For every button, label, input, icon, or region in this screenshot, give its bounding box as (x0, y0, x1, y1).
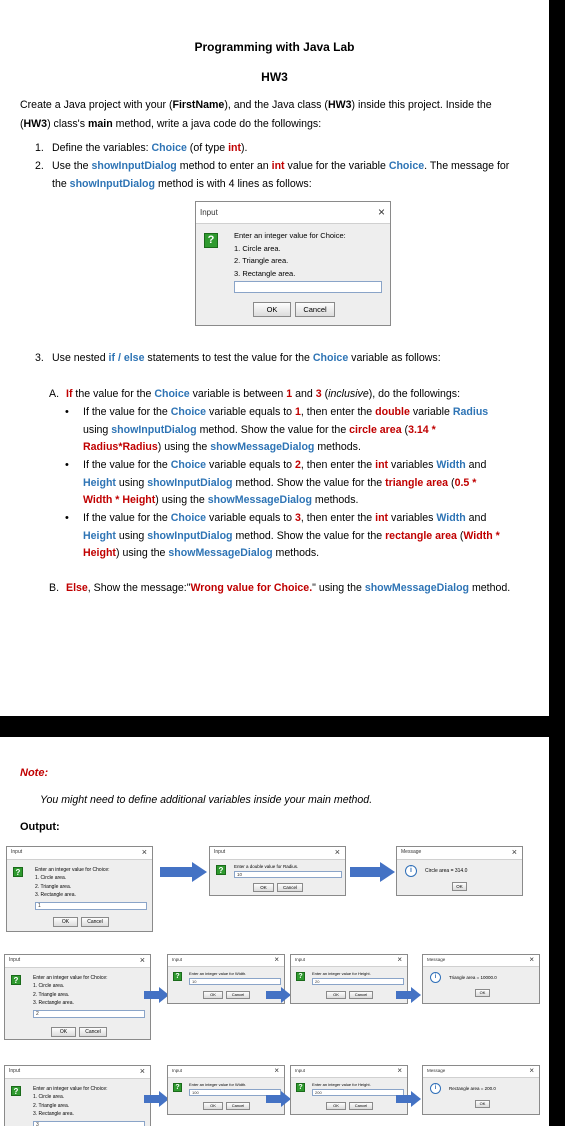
list-item-2: 2. Use the showInputDialog method to enter an int value for the variable Choice. The message for the showInputDialog method is with 4 lines as follows: (35, 160, 510, 190)
document-title: Programming with Java Lab (194, 40, 355, 54)
message-text: Rectangle area = 200.0 (449, 1086, 496, 1091)
question-icon: ? (296, 972, 305, 981)
ok-button[interactable]: OK (203, 1102, 223, 1110)
height-input[interactable]: 20 (312, 978, 404, 985)
output-label: Output: (20, 821, 60, 833)
cancel-button[interactable]: Cancel (349, 1102, 373, 1110)
dialog-message: Enter an integer value for Height. (312, 1082, 371, 1087)
right-arrow-icon (160, 862, 208, 882)
dialog-message: Enter an integer value for Choice: 1. Circle area. 2. Triangle area. 3. Rectangle area. (33, 975, 108, 1006)
dialog-message: Enter an integer value for Width. (189, 971, 247, 976)
info-icon: i (405, 865, 417, 877)
document-subtitle: HW3 (261, 70, 288, 84)
choice-input[interactable] (234, 281, 382, 293)
dialog-message: Enter an integer value for Width. (189, 1082, 247, 1087)
close-icon[interactable]: × (139, 955, 145, 965)
ok-button[interactable]: OK (475, 1100, 490, 1108)
close-icon[interactable]: × (397, 1066, 402, 1075)
message-text: Triangle area = 10000.0 (449, 975, 497, 980)
ok-button[interactable]: OK (53, 917, 78, 927)
width-input[interactable]: 10 (189, 978, 281, 985)
close-icon[interactable]: × (511, 847, 517, 857)
question-icon: ? (216, 865, 226, 875)
intro-paragraph: Create a Java project with your (FirstName), and the Java class (HW3) inside this project. Inside the (HW3) class's main method, write a java code do the followings: (20, 99, 492, 130)
cancel-button[interactable]: Cancel (226, 991, 250, 999)
document-page-2 (0, 737, 549, 1126)
question-icon: ? (173, 1083, 182, 1092)
dialog-message: Enter an integer value for Choice: 1. Circle area. 2. Triangle area. 3. Rectangle area. (35, 867, 110, 898)
width-dialog: Input × ? Enter an integer value for Width. 100 OK Cancel (167, 1065, 285, 1115)
question-icon: ? (11, 1086, 21, 1096)
choice-dialog: Input × ? Enter an integer value for Choice: 1. Circle area. 2. Triangle area. 3. Rectangle area. 3 (4, 1065, 151, 1126)
close-icon[interactable]: × (397, 955, 402, 964)
question-icon: ? (296, 1083, 305, 1092)
choice-input[interactable]: 3 (33, 1121, 145, 1126)
input-dialog (195, 201, 391, 326)
height-input[interactable]: 200 (312, 1089, 404, 1096)
close-icon[interactable]: × (139, 1066, 145, 1076)
ok-button[interactable]: OK (253, 302, 291, 317)
close-icon[interactable]: × (274, 955, 279, 964)
question-icon: ? (13, 867, 23, 877)
note-text: You might need to define additional variables inside your main method. (40, 794, 373, 806)
right-arrow-icon (396, 987, 422, 1003)
cancel-button[interactable]: Cancel (349, 991, 373, 999)
ok-button[interactable]: OK (326, 991, 346, 999)
height-dialog: Input × ? Enter an integer value for Height. 200 OK Cancel (290, 1065, 408, 1115)
message-text: Circle area = 314.0 (425, 868, 468, 874)
ok-button[interactable]: OK (51, 1027, 76, 1037)
cancel-button[interactable]: Cancel (81, 917, 109, 927)
close-icon[interactable]: × (274, 1066, 279, 1075)
right-arrow-icon (396, 1091, 422, 1107)
right-arrow-icon (266, 987, 292, 1003)
width-input[interactable]: 100 (189, 1089, 281, 1096)
close-icon[interactable]: × (529, 955, 534, 964)
cancel-button[interactable]: Cancel (277, 883, 303, 892)
question-icon: ? (204, 233, 218, 248)
bullet-choice-2: • If the value for the Choice variable equals to 2, then enter the int variables Width and Height using showInputDialog method. Show the value for the triangle area (0.5 * Width * Height) using the showMessageDialog methods. (65, 459, 487, 507)
cancel-button[interactable]: Cancel (79, 1027, 107, 1037)
choice-input[interactable]: 2 (33, 1010, 145, 1018)
close-icon[interactable]: × (141, 847, 147, 857)
dialog-message: Enter an integer value for Choice: 1. Circle area. 2. Triangle area. 3. Rectangle area. (33, 1086, 108, 1117)
info-icon: i (430, 1083, 441, 1094)
bullet-choice-3: • If the value for the Choice variable equals to 3, then enter the int variables Width and Height using showInputDialog method. Show the value for the rectangle area (Width * Height) using the showMessageDialog methods. (65, 512, 500, 560)
message-dialog: Message × i Circle area = 314.0 OK (396, 846, 523, 896)
dialog-title-bar (196, 202, 390, 224)
ok-button[interactable]: OK (452, 882, 467, 891)
choice-dialog: Input × ? Enter an integer value for Choice: 1. Circle area. 2. Triangle area. 3. Rectangle area. 1 OK Cancel (6, 846, 153, 932)
message-dialog: Message × i Rectangle area = 200.0 OK (422, 1065, 540, 1115)
ok-button[interactable]: OK (253, 883, 274, 892)
dialog-message: Enter an integer value for Height. (312, 971, 371, 976)
condition-a: A. If the value for the Choice variable is between 1 and 3 (inclusive), do the followings: (49, 388, 461, 400)
radius-input[interactable]: 10 (234, 871, 342, 878)
cancel-button[interactable]: Cancel (226, 1102, 250, 1110)
cancel-button[interactable]: Cancel (295, 302, 335, 317)
choice-input[interactable]: 1 (35, 902, 147, 910)
width-dialog: Input × ? Enter an integer value for Width. 10 OK Cancel (167, 954, 285, 1004)
right-arrow-icon (350, 862, 396, 882)
radius-dialog: Input × ? Enter a double value for Radius. 10 OK Cancel (209, 846, 346, 896)
bullet-choice-1: • If the value for the Choice variable equals to 1, then enter the double variable Radius using showInputDialog method. Show the value for the circle area (3.14 * Radius*Radius) using the showMessageDialog methods. (65, 406, 489, 454)
ok-button[interactable]: OK (203, 991, 223, 999)
note-label: Note: (20, 767, 49, 779)
list-item-1: 1. Define the variables: Choice (of type int). (35, 142, 248, 154)
list-item-3: 3. Use nested if / else statements to test the value for the Choice variable as follows: (35, 352, 441, 364)
close-icon[interactable]: × (334, 847, 340, 857)
right-arrow-icon (266, 1091, 292, 1107)
close-icon[interactable]: × (529, 1066, 534, 1075)
close-icon[interactable]: × (377, 205, 385, 219)
message-dialog: Message × i Triangle area = 10000.0 OK (422, 954, 540, 1004)
dialog-message: Enter a double value for Radius. (234, 864, 299, 869)
ok-button[interactable]: OK (475, 989, 490, 997)
condition-b: B. Else, Show the message:"Wrong value for Choice." using the showMessageDialog method. (49, 582, 511, 594)
dialog-title: Input (200, 208, 218, 217)
choice-dialog: Input × ? Enter an integer value for Choice: 1. Circle area. 2. Triangle area. 3. Rectangle area. 2 OK Cancel (4, 954, 151, 1040)
height-dialog: Input × ? Enter an integer value for Height. 20 OK Cancel (290, 954, 408, 1004)
ok-button[interactable]: OK (326, 1102, 346, 1110)
info-icon: i (430, 972, 441, 983)
question-icon: ? (11, 975, 21, 985)
question-icon: ? (173, 972, 182, 981)
dialog-message: Enter an integer value for Choice: 1. Circle area. 2. Triangle area. 3. Rectangle area. (234, 231, 346, 278)
